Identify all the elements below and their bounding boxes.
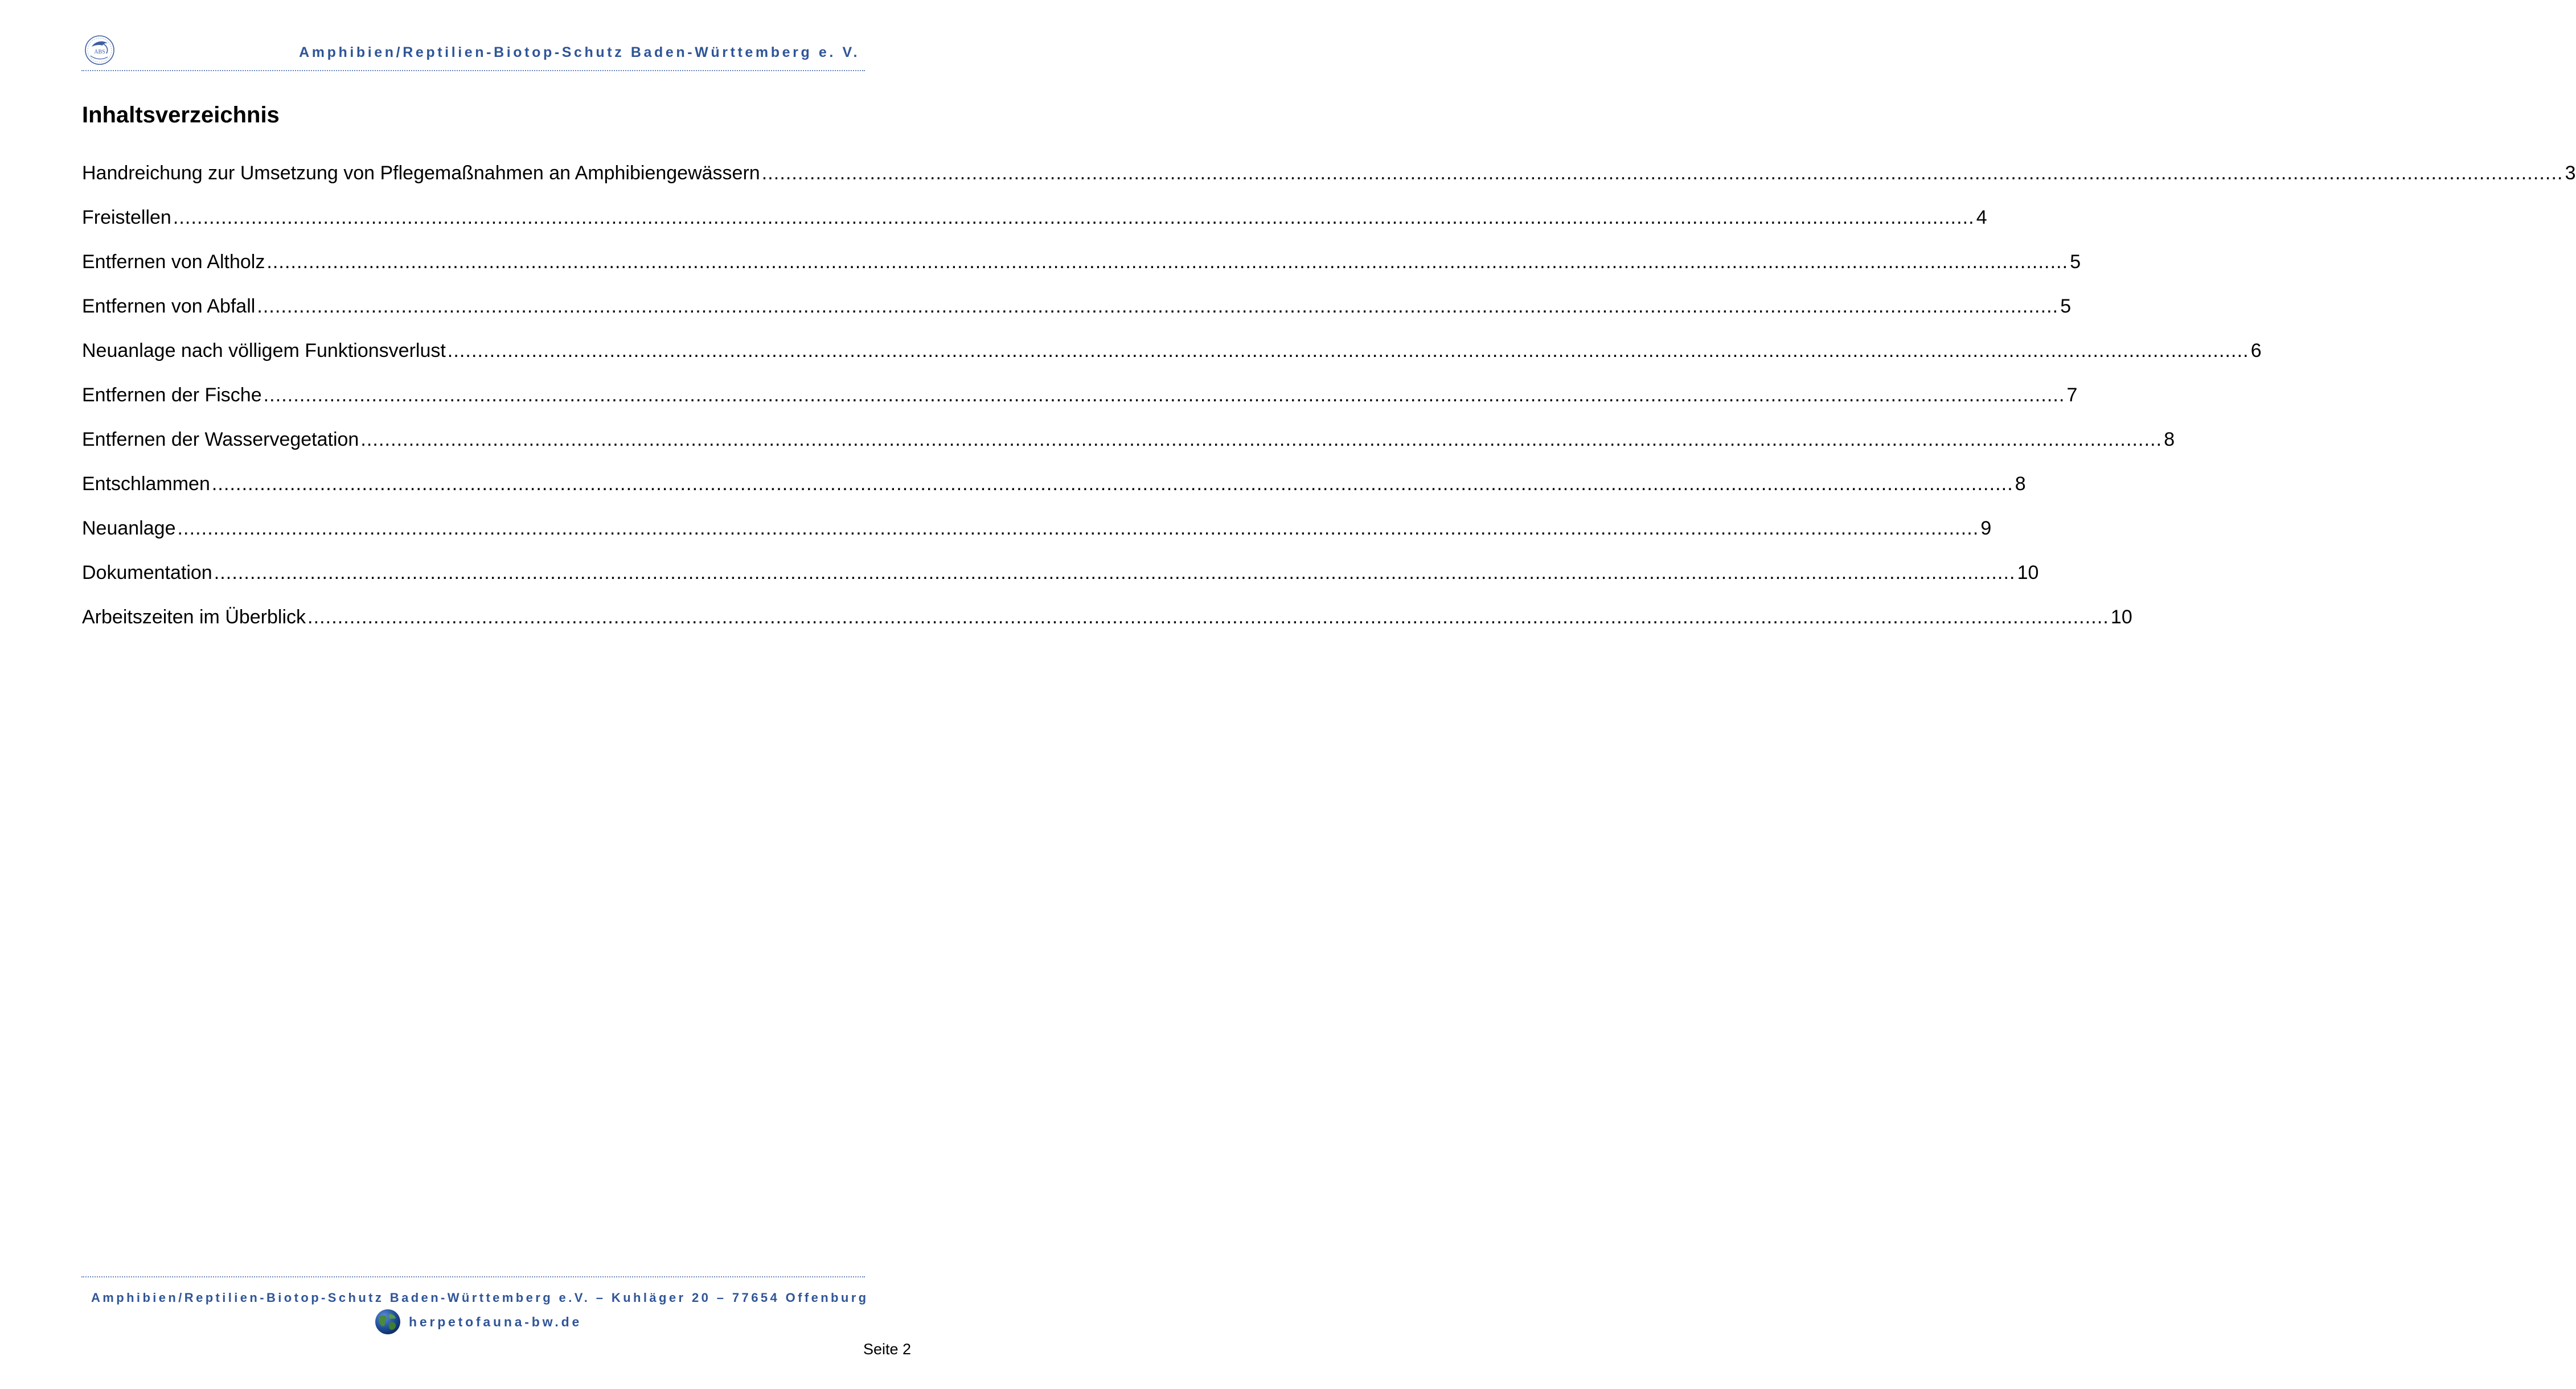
dot-leader: ............................................................................................................................................................................................................................................................................................................ xyxy=(211,473,2013,495)
dot-leader: ............................................................................................................................................................................................................................................................................................................ xyxy=(447,340,2249,361)
toc-entry-page[interactable]: 10 xyxy=(2110,606,2132,628)
toc-entry-title[interactable]: Entfernen der Wasservegetation xyxy=(82,429,359,450)
toc-entry-page[interactable]: 7 xyxy=(2066,384,2078,406)
logo-text: ABS xyxy=(94,49,105,55)
globe-icon xyxy=(375,1309,401,1335)
table-of-contents xyxy=(82,162,2576,651)
toc-entry-page[interactable]: 8 xyxy=(2015,473,2026,495)
footer-website xyxy=(375,1308,582,1335)
toc-entry-title[interactable]: Neuanlage xyxy=(82,517,176,539)
dot-leader: ............................................................................................................................................................................................................................................................................................................ xyxy=(177,517,1979,539)
header-title: Amphibien/Reptilien-Biotop-Schutz Baden-Württemberg e. V. xyxy=(299,44,860,60)
toc-entry-page[interactable]: 4 xyxy=(1976,207,1987,228)
toc-entry-page[interactable]: 5 xyxy=(2060,295,2072,317)
abs-logo-icon xyxy=(84,34,116,66)
toc-entry[interactable] xyxy=(82,473,2026,517)
toc-entry-title[interactable]: Entfernen von Altholz xyxy=(82,251,265,273)
dot-leader: ............................................................................................................................................................................................................................................................................................................ xyxy=(307,606,2109,628)
toc-entry-page[interactable]: 5 xyxy=(2070,251,2081,273)
toc-entry[interactable] xyxy=(82,429,2175,473)
toc-entry-title[interactable]: Entfernen der Fische xyxy=(82,384,262,406)
toc-entry[interactable] xyxy=(82,251,2081,295)
toc-entry[interactable] xyxy=(82,340,2262,384)
dot-leader: ............................................................................................................................................................................................................................................................................................................ xyxy=(761,162,2563,184)
toc-entry[interactable] xyxy=(82,162,2576,207)
toc-entry-title[interactable]: Neuanlage nach völligem Funktionsverlust xyxy=(82,340,446,361)
page-number: Seite 2 xyxy=(863,1341,911,1358)
dot-leader: ............................................................................................................................................................................................................................................................................................................ xyxy=(214,562,2016,583)
toc-entry-title[interactable]: Entschlammen xyxy=(82,473,210,495)
toc-entry[interactable] xyxy=(82,295,2072,340)
toc-entry-page[interactable]: 8 xyxy=(2164,429,2175,450)
toc-entry[interactable] xyxy=(82,207,1987,251)
dot-leader: ............................................................................................................................................................................................................................................................................................................ xyxy=(360,429,2163,450)
toc-entry[interactable] xyxy=(82,384,2078,429)
toc-entry-title[interactable]: Entfernen von Abfall xyxy=(82,295,256,317)
toc-entry-title[interactable]: Dokumentation xyxy=(82,562,212,583)
toc-heading: Inhaltsverzeichnis xyxy=(82,102,280,128)
toc-entry-page[interactable]: 9 xyxy=(1980,517,1992,539)
toc-entry[interactable] xyxy=(82,562,2039,606)
toc-entry-page[interactable]: 10 xyxy=(2017,562,2039,583)
dot-leader: ............................................................................................................................................................................................................................................................................................................ xyxy=(257,295,2059,317)
toc-entry[interactable] xyxy=(82,606,2132,651)
dot-leader: ............................................................................................................................................................................................................................................................................................................ xyxy=(173,207,1975,228)
dot-leader: ............................................................................................................................................................................................................................................................................................................ xyxy=(266,251,2069,273)
footer-divider xyxy=(81,1276,865,1277)
toc-entry-page[interactable]: 6 xyxy=(2250,340,2262,361)
toc-entry-title[interactable]: Freistellen xyxy=(82,207,171,228)
footer-address: Amphibien/Reptilien-Biotop-Schutz Baden-Württemberg e.V. – Kuhläger 20 – 77654 Offenburg xyxy=(91,1291,869,1305)
header-divider xyxy=(81,70,865,71)
toc-entry-title[interactable]: Handreichung zur Umsetzung von Pflegemaßnahmen an Amphibiengewässern xyxy=(82,162,760,184)
toc-entry-page[interactable]: 3 xyxy=(2565,162,2576,184)
dot-leader: ............................................................................................................................................................................................................................................................................................................ xyxy=(263,384,2065,406)
toc-entry[interactable] xyxy=(82,517,1992,562)
website-link[interactable]: herpetofauna-bw.de xyxy=(409,1314,583,1329)
toc-entry-title[interactable]: Arbeitszeiten im Überblick xyxy=(82,606,306,628)
